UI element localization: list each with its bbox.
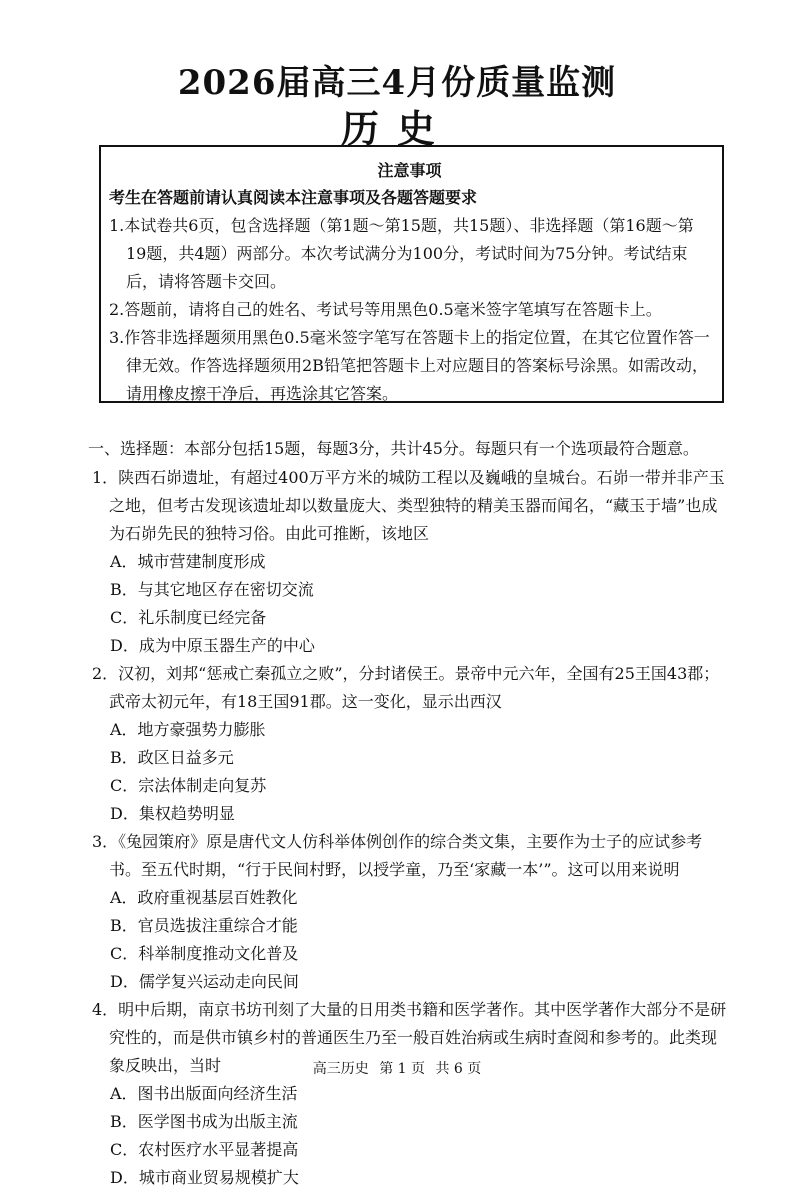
question-stem: 2．汉初，刘邦“惩戒亡秦孤立之败”，分封诸侯王。景帝中元六年，全国有25王国43郡；武帝太初元年，有18王国91郡。这一变化，显示出西汉 xyxy=(92,664,720,711)
option-b: B．医学图书成为出版主流 xyxy=(110,1112,298,1131)
question-2 xyxy=(92,660,732,828)
option-a: A．城市营建制度形成 xyxy=(110,552,266,571)
question-3 xyxy=(92,828,732,996)
page-footer xyxy=(0,1058,794,1078)
option-d: D．集权趋势明显 xyxy=(110,804,235,823)
exam-title: 2026届高三4月份质量监测 xyxy=(177,63,617,103)
footer-page: 第 1 页 xyxy=(379,1061,425,1077)
notice-box xyxy=(99,145,724,403)
option-a: A．政府重视基层百姓教化 xyxy=(110,888,298,907)
option-b: B．政区日益多元 xyxy=(110,748,234,767)
option-c: C．礼乐制度已经完备 xyxy=(110,608,267,627)
question-stem: 1．陕西石峁遗址，有超过400万平方米的城防工程以及巍峨的皇城台。石峁一带并非产玉之地，但考古发现该遗址却以数量庞大、类型独特的精美玉器而闻名，“藏玉于墙”也成为石峁先民的独特习俗。由此可推断，该地区 xyxy=(92,468,725,543)
option-b: B．官员选拔注重综合才能 xyxy=(110,916,298,935)
option-c: C．科举制度推动文化普及 xyxy=(110,944,299,963)
footer-course: 高三历史 xyxy=(312,1061,369,1077)
question-section xyxy=(88,434,732,1192)
option-c: C．宗法体制走向复苏 xyxy=(110,776,267,795)
section-heading: 一、选择题：本部分包括15题，每题3分，共计45分。每题只有一个选项最符合题意。 xyxy=(88,439,699,458)
question-stem: 4．明中后期，南京书坊刊刻了大量的日用类书籍和医学著作。其中医学著作大部分不是研究性的，而是供市镇乡村的普通医生乃至一般百姓治病或生病时查阅和参考的。此类现象反映出，当时 xyxy=(92,1000,727,1075)
option-a: A．图书出版面向经济生活 xyxy=(110,1084,298,1103)
footer-total: 共 6 页 xyxy=(435,1061,482,1077)
option-d: D．儒学复兴运动走向民间 xyxy=(110,972,299,991)
option-d: D．城市商业贸易规模扩大 xyxy=(110,1168,299,1187)
notice-title: 注意事项 xyxy=(377,161,442,180)
option-b: B．与其它地区存在密切交流 xyxy=(110,580,314,599)
option-a: A．地方豪强势力膨胀 xyxy=(110,720,266,739)
question-4 xyxy=(92,996,732,1192)
notice-item-3: 3.作答非选择题须用黑色0.5毫米签字笔写在答题卡上的指定位置，在其它位置作答一律无效。作答选择题须用2B铅笔把答题卡上对应题目的答案标号涂黑。如需改动，请用橡皮擦干净后，再选涂其它答案。 xyxy=(109,328,710,403)
subject-title: 历史 xyxy=(340,106,453,151)
question-stem: 3．《兔园策府》原是唐代文人仿科举体例创作的综合类文集，主要作为士子的应试参考书。至五代时期，“行于民间村野，以授学童，乃至‘家藏一本’”。这可以用来说明 xyxy=(92,832,703,879)
option-d: D．成为中原玉器生产的中心 xyxy=(110,636,315,655)
option-c: C．农村医疗水平显著提高 xyxy=(110,1140,299,1159)
notice-subtitle: 考生在答题前请认真阅读本注意事项及各题答题要求 xyxy=(109,188,478,207)
question-1 xyxy=(92,464,732,660)
notice-item-2: 2.答题前，请将自己的姓名、考试号等用黑色0.5毫米签字笔填写在答题卡上。 xyxy=(109,300,662,319)
notice-item-1: 1.本试卷共6页，包含选择题（第1题～第15题，共15题）、非选择题（第16题～第19题，共4题）两部分。本次考试满分为100分，考试时间为75分钟。考试结束后，请将答题卡交回。 xyxy=(109,216,694,291)
